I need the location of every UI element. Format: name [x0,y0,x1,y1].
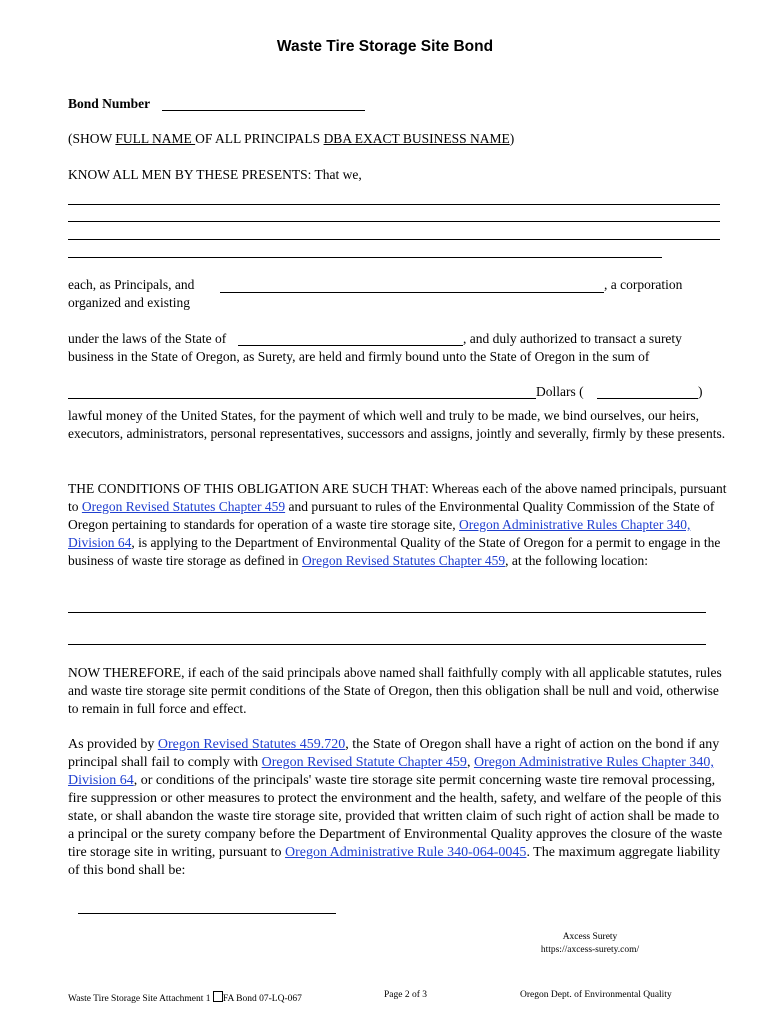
now-therefore-paragraph: NOW THEREFORE, if each of the said principals above named shall faithfully comply with all applicable statutes, rules and waste tire storage site permit conditions of the State of Oregon, then this obligation shall be null and void, otherwise to remain in full force and effect. [68,665,722,716]
oar-chapter-340-link[interactable]: Oregon Administrative Rules Chapter 340, Division 64 [68,755,714,788]
bond-number-label: Bond Number [68,96,151,111]
ors-chapter-459-link[interactable]: Oregon Revised Statute Chapter 459 [261,755,467,770]
amount-number-field[interactable] [597,398,698,399]
know-all-men: KNOW ALL MEN BY THESE PRESENTS: That we, [68,167,362,182]
oar-340-064-0045-link[interactable]: Oregon Administrative Rule 340-064-0045 [284,845,527,860]
state-field[interactable] [238,345,463,346]
ors-459-link-2[interactable]: Oregon Revised Statutes Chapter 459 [301,553,506,568]
principals-note: (SHOW FULL NAME OF ALL PRINCIPALS DBA EXACT BUSINESS NAME) [68,131,515,146]
dollars-close: ) [698,384,703,399]
location-line-1[interactable] [68,612,706,613]
dollars-label: Dollars ( [536,384,584,399]
lawful-money-paragraph: lawful money of the United States, for the payment of which well and truly to be made, we bind ourselves, our heirs, executors, administrators, personal representatives, successors and assigns, jointly and severally, firmly by these presents. [68,408,726,441]
organized-label: organized and existing [68,295,190,310]
checkbox-glyph-icon [213,991,223,1002]
surety-authorized-label: , and duly authorized to transact a surety [463,331,682,346]
surety-name-field[interactable] [220,292,604,293]
principals-label: each, as Principals, and [68,277,195,292]
principal-name-line-4[interactable] [68,257,662,258]
bound-statement: business in the State of Oregon, as Surety, are held and firmly bound unto the State of Oregon in the sum of [68,349,650,364]
principal-name-line-2[interactable] [68,221,720,222]
state-label: under the laws of the State of [68,331,227,346]
conditions-paragraph: THE CONDITIONS OF THIS OBLIGATION ARE SUCH THAT: Whereas each of the above named principals, pursuant to Oregon Revised Statutes Chapter 459 and pursuant to rules of the Environmental Quality Commission of the State of Oregon pertaining to standards for operation of a waste tire storage site, Oregon Administrative Rules Chapter 340, Division 64, is applying to the Department of Environmental Quality of the State of Oregon for a permit to engage in the business of waste tire storage as defined in Oregon Revised Statutes Chapter 459, at the following location: [68,481,727,568]
oar-340-64-link[interactable]: Oregon Administrative Rules Chapter 340, Division 64 [68,517,691,550]
location-line-2[interactable] [68,644,706,645]
footer-right: Oregon Dept. of Environmental Quality [520,990,672,1000]
liability-amount-field[interactable] [78,913,336,914]
surety-url[interactable]: https://axcess-surety.com/ [540,945,640,955]
as-provided-paragraph: As provided by Oregon Revised Statutes 459.720, the State of Oregon shall have a right of action on the bond if any principal shall fail to comply with Oregon Revised Statute Chapter 459, Oregon Administrative Rules Chapter 340, Division 64, or conditions of the principals' waste tire storage site permit concerning waste tire removal processing, fire suppression or other measures to protect the environment and the health, safety, and welfare of the people of this state, or shall abandon the waste tire storage site, provided that written claim of such right of action shall be made to a principal or the surety company before the Department of Environmental Quality approves the closure of the waste tire storage site in writing, pursuant to Oregon Administrative Rule 340-064-0045. The maximum aggregate liability of this bond shall be: [68,737,723,878]
ors-459-link[interactable]: Oregon Revised Statutes Chapter 459 [81,499,286,514]
footer-left: Waste Tire Storage Site Attachment 1 FA Bond 07-LQ-067 [68,991,302,1004]
document-title: Waste Tire Storage Site Bond [276,38,494,55]
principal-name-line-1[interactable] [68,204,720,205]
principal-name-line-3[interactable] [68,239,720,240]
footer-page-number: Page 2 of 3 [384,990,428,1000]
bond-number-field[interactable] [162,110,365,111]
ors-459-720-link[interactable]: Oregon Revised Statutes 459.720 [157,737,346,752]
corporation-label: , a corporation [604,277,683,292]
amount-words-field[interactable] [68,398,536,399]
surety-name: Axcess Surety [562,932,618,942]
